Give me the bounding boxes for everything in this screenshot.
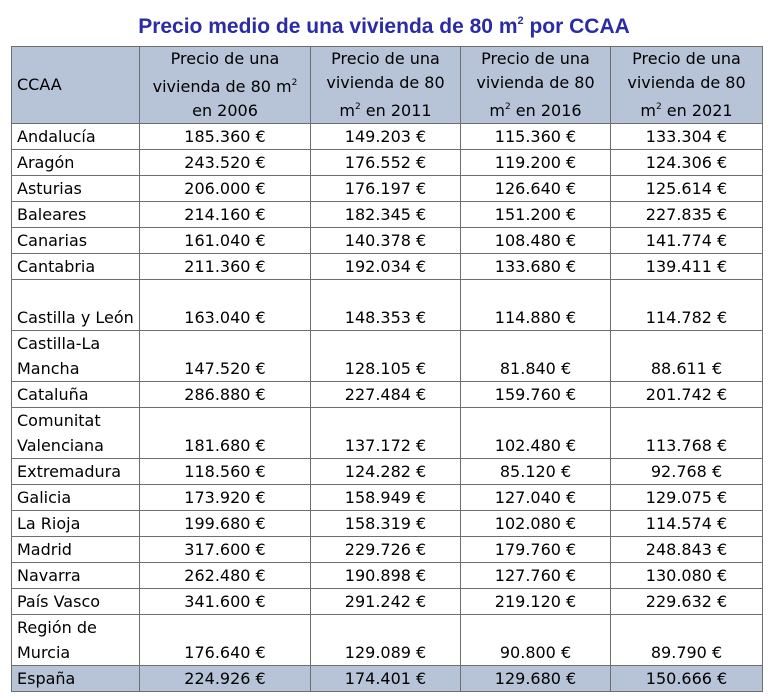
- price-cell: 291.242 €: [311, 589, 461, 615]
- table-row: [12, 537, 763, 563]
- price-cell: 118.560 €: [140, 459, 311, 485]
- price-table: [11, 46, 763, 692]
- price-cell: 119.200 €: [461, 150, 611, 176]
- price-cell: 201.742 €: [611, 382, 763, 408]
- price-cell: 127.760 €: [461, 563, 611, 589]
- price-cell: 179.760 €: [461, 537, 611, 563]
- price-cell: 126.640 €: [461, 176, 611, 202]
- column-header-2: Precio de una vivienda de 80 $m^2$ en 2011: [311, 47, 461, 124]
- chart-title: Precio medio de una vivienda de 80 $m^2$ por CCAA: [138, 15, 630, 38]
- price-cell: 185.360 €: [140, 124, 311, 150]
- column-header-ccaa: CCAA: [12, 47, 140, 124]
- price-cell: 229.726 €: [311, 537, 461, 563]
- price-cell: 262.480 €: [140, 563, 311, 589]
- region-name: Castilla-La Mancha: [12, 331, 140, 382]
- price-cell: 214.160 €: [140, 202, 311, 228]
- price-cell: 163.040 €: [140, 280, 311, 331]
- header-row: [12, 47, 763, 124]
- table-row: [12, 563, 763, 589]
- price-cell: 159.760 €: [461, 382, 611, 408]
- price-cell: 181.680 €: [140, 408, 311, 459]
- price-cell: 114.574 €: [611, 511, 763, 537]
- table-row: [12, 408, 763, 459]
- price-cell: 229.632 €: [611, 589, 763, 615]
- region-name: Cataluña: [12, 382, 140, 408]
- price-cell: 133.680 €: [461, 254, 611, 280]
- price-cell: 192.034 €: [311, 254, 461, 280]
- price-cell: 129.680 €: [461, 666, 611, 692]
- column-header-3: Precio de una vivienda de 80 $m^2$ en 2016: [461, 47, 611, 124]
- price-cell: 129.089 €: [311, 615, 461, 666]
- price-cell: 133.304 €: [611, 124, 763, 150]
- table-row: [12, 280, 763, 331]
- price-cell: 176.197 €: [311, 176, 461, 202]
- price-cell: 248.843 €: [611, 537, 763, 563]
- region-name: La Rioja: [12, 511, 140, 537]
- price-cell: 113.768 €: [611, 408, 763, 459]
- price-cell: 211.360 €: [140, 254, 311, 280]
- price-cell: 206.000 €: [140, 176, 311, 202]
- price-cell: 190.898 €: [311, 563, 461, 589]
- table-row: [12, 485, 763, 511]
- table-row: [12, 202, 763, 228]
- table-row: [12, 589, 763, 615]
- price-cell: 137.172 €: [311, 408, 461, 459]
- price-cell: 243.520 €: [140, 150, 311, 176]
- region-name: Baleares: [12, 202, 140, 228]
- price-cell: 317.600 €: [140, 537, 311, 563]
- price-cell: 124.282 €: [311, 459, 461, 485]
- price-cell: 81.840 €: [461, 331, 611, 382]
- region-name: Asturias: [12, 176, 140, 202]
- total-row: [12, 666, 763, 692]
- price-cell: 158.319 €: [311, 511, 461, 537]
- price-cell: 108.480 €: [461, 228, 611, 254]
- table-row: [12, 150, 763, 176]
- price-cell: 125.614 €: [611, 176, 763, 202]
- price-cell: 286.880 €: [140, 382, 311, 408]
- price-cell: 127.040 €: [461, 485, 611, 511]
- price-cell: 88.611 €: [611, 331, 763, 382]
- price-cell: 182.345 €: [311, 202, 461, 228]
- column-header-1: Precio de una vivienda de 80 $m^2$ en 2006: [140, 47, 311, 124]
- table-row: [12, 254, 763, 280]
- region-name: Madrid: [12, 537, 140, 563]
- region-name: Andalucía: [12, 124, 140, 150]
- region-name: Galicia: [12, 485, 140, 511]
- table-row: [12, 124, 763, 150]
- table-row: [12, 511, 763, 537]
- region-name: Extremadura: [12, 459, 140, 485]
- price-cell: 219.120 €: [461, 589, 611, 615]
- region-name: España: [12, 666, 140, 692]
- region-name: Castilla y León: [12, 280, 140, 331]
- region-name: Aragón: [12, 150, 140, 176]
- price-cell: 147.520 €: [140, 331, 311, 382]
- price-cell: 124.306 €: [611, 150, 763, 176]
- price-cell: 173.920 €: [140, 485, 311, 511]
- region-name: Canarias: [12, 228, 140, 254]
- price-cell: 140.378 €: [311, 228, 461, 254]
- table-row: [12, 176, 763, 202]
- price-cell: 102.480 €: [461, 408, 611, 459]
- price-cell: 90.800 €: [461, 615, 611, 666]
- price-cell: 158.949 €: [311, 485, 461, 511]
- price-cell: 114.880 €: [461, 280, 611, 331]
- price-cell: 148.353 €: [311, 280, 461, 331]
- price-cell: 149.203 €: [311, 124, 461, 150]
- price-cell: 89.790 €: [611, 615, 763, 666]
- price-cell: 128.105 €: [311, 331, 461, 382]
- price-cell: 102.080 €: [461, 511, 611, 537]
- price-cell: 227.484 €: [311, 382, 461, 408]
- price-cell: 85.120 €: [461, 459, 611, 485]
- price-cell: 341.600 €: [140, 589, 311, 615]
- table-row: [12, 331, 763, 382]
- region-name: Cantabria: [12, 254, 140, 280]
- price-cell: 130.080 €: [611, 563, 763, 589]
- region-name: País Vasco: [12, 589, 140, 615]
- price-cell: 176.640 €: [140, 615, 311, 666]
- price-cell: 176.552 €: [311, 150, 461, 176]
- price-cell: 129.075 €: [611, 485, 763, 511]
- table-row: [12, 615, 763, 666]
- region-name: Región de Murcia: [12, 615, 140, 666]
- price-cell: 199.680 €: [140, 511, 311, 537]
- price-cell: 92.768 €: [611, 459, 763, 485]
- price-cell: 115.360 €: [461, 124, 611, 150]
- price-cell: 227.835 €: [611, 202, 763, 228]
- price-cell: 151.200 €: [461, 202, 611, 228]
- region-name: Comunitat Valenciana: [12, 408, 140, 459]
- column-header-4: Precio de una vivienda de 80 $m^2$ en 2021: [611, 47, 763, 124]
- price-cell: 150.666 €: [611, 666, 763, 692]
- price-cell: 139.411 €: [611, 254, 763, 280]
- price-cell: 161.040 €: [140, 228, 311, 254]
- table-row: [12, 382, 763, 408]
- table-row: [12, 228, 763, 254]
- price-cell: 141.774 €: [611, 228, 763, 254]
- region-name: Navarra: [12, 563, 140, 589]
- table-row: [12, 459, 763, 485]
- price-cell: 224.926 €: [140, 666, 311, 692]
- price-cell: 114.782 €: [611, 280, 763, 331]
- price-cell: 174.401 €: [311, 666, 461, 692]
